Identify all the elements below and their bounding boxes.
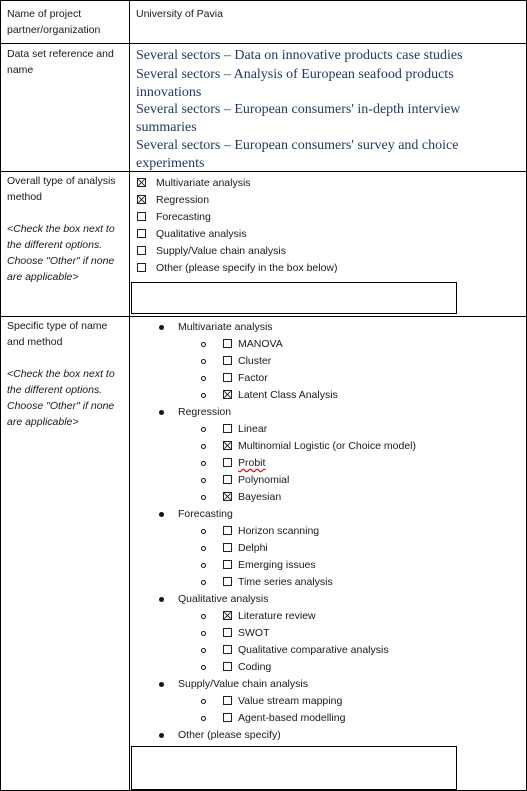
option-label: Bayesian <box>238 491 282 503</box>
partner-value: University of Pavia <box>136 8 223 20</box>
circle-bullet-icon <box>201 427 206 432</box>
option-label: Latent Class Analysis <box>238 389 338 401</box>
circle-bullet-icon <box>201 478 206 483</box>
overall-label-text: Overall type of analysis method <box>7 175 116 203</box>
option-label: Linear <box>238 423 268 435</box>
circle-bullet-icon <box>201 631 206 636</box>
checkbox[interactable] <box>223 339 232 348</box>
column-divider <box>129 1 130 790</box>
checkbox[interactable] <box>223 458 232 467</box>
checkbox[interactable] <box>223 560 232 569</box>
circle-bullet-icon <box>201 495 206 500</box>
circle-bullet-icon <box>201 359 206 364</box>
bullet-icon <box>159 597 164 602</box>
option-label: Horizon scanning <box>238 525 320 537</box>
dataset-item: Several sectors – European consumers' in-depth interview summaries <box>136 102 461 135</box>
checkbox[interactable] <box>223 577 232 586</box>
dataset-item: Several sectors – Data on innovative products case studies <box>136 48 463 63</box>
bullet-icon <box>159 325 164 330</box>
specific-label <box>7 318 123 430</box>
option-label: Multinomial Logistic (or Choice model) <box>238 440 416 452</box>
circle-bullet-icon <box>201 376 206 381</box>
dataset-item: Several sectors – Analysis of European seafood products innovations <box>136 67 454 100</box>
checkbox[interactable] <box>137 246 146 255</box>
checkbox[interactable] <box>223 424 232 433</box>
circle-bullet-icon <box>201 342 206 347</box>
overall-other-field[interactable] <box>131 282 457 314</box>
option-label: Supply/Value chain analysis <box>156 245 286 257</box>
option-label: Factor <box>238 372 268 384</box>
option-label: Other (please specify in the box below) <box>156 262 338 274</box>
checkbox[interactable] <box>137 229 146 238</box>
checkbox[interactable] <box>223 475 232 484</box>
option-label: MANOVA <box>238 338 283 350</box>
bullet-icon <box>159 682 164 687</box>
option-label: Forecasting <box>156 211 211 223</box>
option-label: Cluster <box>238 355 272 367</box>
option-label: Literature review <box>238 610 316 622</box>
checkbox[interactable] <box>223 441 232 450</box>
overall-instructions: <Check the box next to the different options. Choose "Other" if none are applicable> <box>7 223 115 283</box>
option-label: SWOT <box>238 627 270 639</box>
dataset-label: Data set reference and name <box>7 48 114 76</box>
checkbox[interactable] <box>223 526 232 535</box>
option-label <box>238 455 265 471</box>
specific-other-field[interactable] <box>131 746 457 790</box>
checkbox[interactable] <box>223 713 232 722</box>
circle-bullet-icon <box>201 444 206 449</box>
circle-bullet-icon <box>201 665 206 670</box>
checkbox[interactable] <box>137 195 146 204</box>
checkbox[interactable] <box>137 178 146 187</box>
dataset-item: Several sectors – European consumers' survey and choice experiments <box>136 138 459 171</box>
option-label: Qualitative comparative analysis <box>238 644 389 656</box>
group-label: Forecasting <box>178 508 233 520</box>
option-label: Qualitative analysis <box>156 228 247 240</box>
circle-bullet-icon <box>201 648 206 653</box>
circle-bullet-icon <box>201 461 206 466</box>
circle-bullet-icon <box>201 393 206 398</box>
checkbox[interactable] <box>223 696 232 705</box>
checkbox[interactable] <box>223 645 232 654</box>
group-label: Multivariate analysis <box>178 321 273 333</box>
option-label: Polynomial <box>238 474 290 486</box>
checkbox[interactable] <box>223 662 232 671</box>
overall-label <box>7 173 123 285</box>
option-label: Multivariate analysis <box>156 177 251 189</box>
checkbox[interactable] <box>223 628 232 637</box>
circle-bullet-icon <box>201 546 206 551</box>
group-label: Supply/Value chain analysis <box>178 678 308 690</box>
option-label: Value stream mapping <box>238 695 343 707</box>
bullet-icon <box>159 410 164 415</box>
group-label: Other (please specify) <box>178 729 281 741</box>
checkbox[interactable] <box>223 611 232 620</box>
option-label: Coding <box>238 661 272 673</box>
circle-bullet-icon <box>201 563 206 568</box>
spellcheck-mark: Probit <box>238 457 266 469</box>
checkbox[interactable] <box>137 263 146 272</box>
circle-bullet-icon <box>201 716 206 721</box>
option-label: Time series analysis <box>238 576 333 588</box>
checkbox[interactable] <box>223 543 232 552</box>
specific-instructions: <Check the box next to the different options. Choose "Other" if none are applicable> <box>7 368 115 428</box>
checkbox[interactable] <box>223 492 232 501</box>
group-label: Regression <box>178 406 232 418</box>
checkbox[interactable] <box>223 356 232 365</box>
specific-label-text: Specific type of name and method <box>7 320 108 348</box>
option-label: Regression <box>156 194 210 206</box>
group-label: Qualitative analysis <box>178 593 269 605</box>
checkbox[interactable] <box>223 373 232 382</box>
option-label: Agent-based modelling <box>238 712 346 724</box>
partner-label: Name of project partner/organization <box>7 8 101 36</box>
row-divider <box>1 43 526 44</box>
circle-bullet-icon <box>201 529 206 534</box>
circle-bullet-icon <box>201 699 206 704</box>
bullet-icon <box>159 512 164 517</box>
option-label: Delphi <box>238 542 268 554</box>
option-label: Emerging issues <box>238 559 316 571</box>
circle-bullet-icon <box>201 614 206 619</box>
checkbox[interactable] <box>137 212 146 221</box>
checkbox[interactable] <box>223 390 232 399</box>
row-divider <box>1 316 526 317</box>
circle-bullet-icon <box>201 580 206 585</box>
bullet-icon <box>159 733 164 738</box>
